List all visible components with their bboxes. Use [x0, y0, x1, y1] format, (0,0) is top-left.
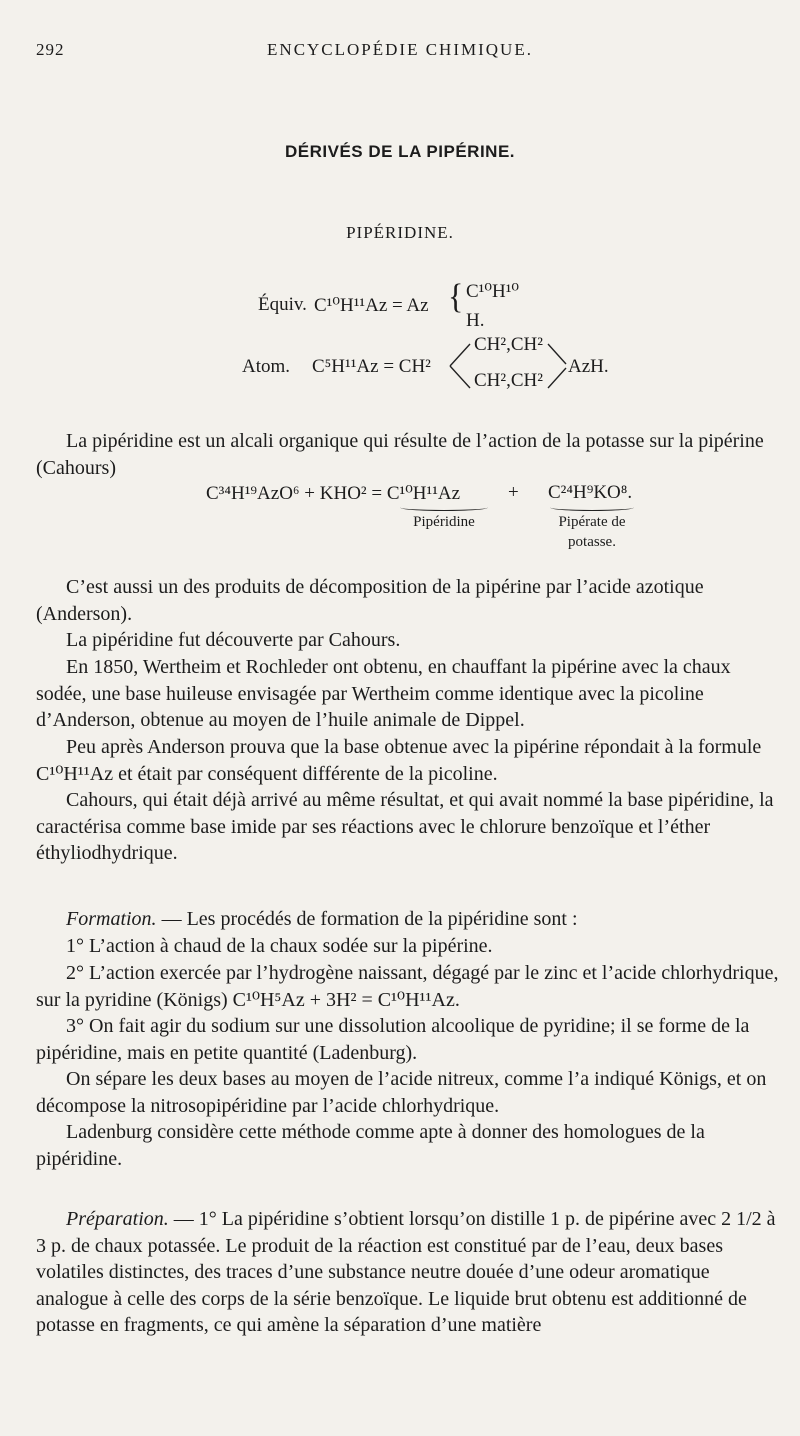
formation-intro: [36, 906, 784, 933]
formation-item-3: 3° On fait agir du sodium sur une dissolution alcoolique de pyridine; il se forme de la pipéridine, mais en petite quantité (Ladenburg).: [36, 1015, 750, 1064]
paragraph-wertheim: En 1850, Wertheim et Rochleder ont obtenu, en chauffant la pipérine avec la chaux sodée, une base huileuse envisagée par Wertheim comme identique avec la picoline d’Anderson, obtenue au moyen de l’huile animale de Dippel.: [36, 656, 731, 731]
underbrace-piperate: [550, 504, 634, 511]
atom-rhs: AzH.: [568, 356, 609, 377]
paragraph-formula: Peu après Anderson prouva que la base obtenue avec la pipérine répondait à la formule C¹⁰H¹¹Az et était par conséquent différente de la picoline.: [36, 736, 762, 785]
equiv-top: C¹⁰H¹⁰: [466, 281, 520, 302]
atom-top: CH²,CH²: [474, 334, 543, 355]
preparation-paragraph: [36, 1206, 784, 1339]
label-piperate-line1: Pipérate de: [558, 514, 626, 530]
formation-paragraph-ladenburg: Ladenburg considère cette méthode comme apte à donner des homologues de la pipéridine.: [36, 1121, 705, 1170]
atom-label: Atom.: [242, 356, 291, 377]
reaction-rhs: C²⁴H⁹KO⁸.: [548, 482, 633, 503]
atom-lhs: C⁵H¹¹Az = CH²: [312, 356, 431, 377]
preparation-text: — 1° La pipéridine s’obtient lorsqu’on distille 1 p. de pipérine avec 2 1/2 à 3 p. de chaux potassée. Le produit de la réaction est constitué par de l’eau, deux bases volatiles distinctes, des traces d’une substance neutre douée d’une odeur aromatique analogue à celle des corps de la série benzoïque. Le liquide brut obtenu est additionné de potasse en fragments, ce qui amène la séparation d’une matière: [36, 1208, 776, 1336]
underbrace-piperidine: [400, 504, 488, 511]
running-title: ENCYCLOPÉDIE CHIMIQUE.: [267, 40, 533, 59]
reaction-lhs: C³⁴H¹⁹AzO⁶ + KHO² = C¹⁰H¹¹Az: [206, 483, 461, 504]
equiv-bottom: H.: [466, 310, 485, 331]
intro-paragraph: La pipéridine est un alcali organique qui résulte de l’action de la potasse sur la pipérine (Cahours): [36, 430, 764, 479]
page-number: 292: [36, 40, 65, 59]
formation-item-2: 2° L’action exercée par l’hydrogène naissant, dégagé par le zinc et l’acide chlorhydrique, sur la pyridine (Königs) C¹⁰H⁵Az + 3H² = C¹⁰H¹¹Az.: [36, 962, 779, 1011]
label-piperate-line2: potasse.: [568, 534, 616, 550]
equiv-lhs: C¹⁰H¹¹Az = Az: [314, 295, 429, 316]
brace-symbol: {: [448, 276, 464, 316]
atom-bottom: CH²,CH²: [474, 370, 543, 391]
reaction-plus: +: [508, 482, 519, 503]
label-piperidine: Pipéridine: [413, 514, 475, 530]
formation-intro-text: — Les procédés de formation de la pipéridine sont :: [156, 908, 578, 930]
subsection-title: PIPÉRIDINE.: [346, 223, 454, 242]
preparation-heading: Préparation.: [66, 1208, 169, 1230]
paragraph-discovery: La pipéridine fut découverte par Cahours.: [66, 629, 401, 651]
paragraph-cahours: Cahours, qui était déjà arrivé au même résultat, et qui avait nommé la base pipéridine, la caractérisa comme base imide par ses réactions avec le chlorure benzoïque et l’éther éthyliodhydrique.: [36, 789, 774, 864]
formation-item-1: 1° L’action à chaud de la chaux sodée sur la pipérine.: [66, 935, 493, 957]
formation-heading: Formation.: [66, 908, 157, 930]
paragraph-anderson: C’est aussi un des produits de décomposition de la pipérine par l’acide azotique (Anderson).: [36, 576, 704, 625]
section-title: DÉRIVÉS DE LA PIPÉRINE.: [284, 142, 516, 161]
equiv-label: Équiv.: [258, 294, 307, 315]
formation-paragraph-nitrous: On sépare les deux bases au moyen de l’acide nitreux, comme l’a indiqué Königs, et on décompose la nitrosopipéridine par l’acide chlorhydrique.: [36, 1068, 767, 1117]
